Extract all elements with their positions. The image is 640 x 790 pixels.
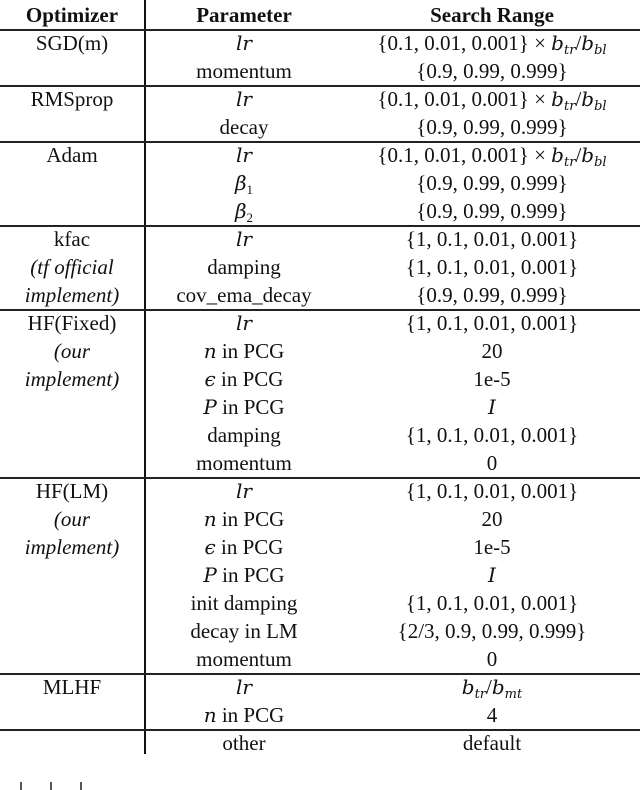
param-variable: P [203, 563, 217, 587]
param-text: in PCG [215, 367, 284, 391]
param-variable: n [203, 507, 217, 531]
numerator-subscript: tr [563, 99, 576, 114]
denominator-subscript: mt [504, 687, 523, 702]
search-range-cell: {1, 0.1, 0.01, 0.001} [405, 227, 579, 251]
fraction-slash: / [486, 675, 492, 699]
denominator-subscript: bl [594, 155, 607, 170]
param-text: in PCG [215, 535, 284, 559]
row-divider [0, 141, 640, 143]
row-divider [0, 309, 640, 311]
search-range-cell: {1, 0.1, 0.01, 0.001} [405, 479, 579, 503]
table-row [0, 169, 640, 197]
numerator-var: b [551, 143, 564, 167]
parameter-cell [144, 85, 344, 113]
param-variable: ϵ [204, 535, 216, 559]
table-row [0, 253, 640, 281]
parameter-cell: cov_ema_decay [176, 283, 312, 307]
parameter-cell [144, 29, 344, 57]
parameter-cell [144, 477, 344, 505]
table-row [0, 505, 640, 533]
caption-fragment [20, 772, 110, 783]
search-range-cell: {1, 0.1, 0.01, 0.001} [405, 423, 579, 447]
row-divider [0, 729, 640, 731]
search-range-cell [344, 29, 640, 57]
optimizer-group [0, 85, 640, 141]
numerator-subscript: tr [563, 155, 576, 170]
optimizer-cell: MLHF [42, 675, 102, 699]
param-symbol: lr [236, 311, 252, 335]
search-range-cell: {2/3, 0.9, 0.99, 0.999} [397, 619, 587, 643]
numerator-subscript: tr [563, 43, 576, 58]
param-text: in PCG [216, 507, 285, 531]
table-row [0, 533, 640, 561]
parameter-cell [144, 309, 344, 337]
param-symbol: lr [236, 87, 252, 111]
optimizer-group [0, 225, 640, 309]
search-range-cell: 1e-5 [473, 367, 511, 391]
table-row [0, 225, 640, 253]
parameter-cell [144, 673, 344, 701]
param-variable: P [203, 395, 217, 419]
param-symbol: lr [236, 143, 252, 167]
optimizer-group [0, 141, 640, 225]
range-set: {0.1, 0.01, 0.001} × [377, 143, 552, 167]
parameter-cell: momentum [196, 451, 292, 475]
search-range-cell [344, 561, 640, 589]
param-symbol: β [234, 199, 247, 223]
search-range-cell: 20 [481, 339, 503, 363]
parameter-cell [144, 505, 344, 533]
parameter-cell [144, 337, 344, 365]
denominator-var: b [581, 87, 595, 111]
optimizer-group [0, 309, 640, 477]
parameter-cell: init damping [190, 591, 298, 615]
table-header [0, 0, 640, 29]
header-parameter: Parameter [196, 2, 292, 27]
optimizer-cell: SGD(m) [35, 31, 109, 55]
table-row [0, 477, 640, 505]
search-range-cell: {0.9, 0.99, 0.999} [416, 283, 568, 307]
table-row [0, 337, 640, 365]
search-range-cell: {0.9, 0.99, 0.999} [416, 199, 568, 223]
parameter-cell: other [222, 731, 266, 755]
param-symbol: lr [236, 31, 252, 55]
range-symbol: I [488, 563, 496, 587]
search-range-cell: {0.9, 0.99, 0.999} [416, 59, 568, 83]
table-row [0, 617, 640, 645]
search-range-cell [344, 673, 640, 701]
search-range-cell: {1, 0.1, 0.01, 0.001} [405, 591, 579, 615]
param-variable: n [203, 703, 217, 727]
row-divider [0, 477, 640, 479]
parameter-cell [144, 197, 344, 225]
search-range-cell: 20 [481, 507, 503, 531]
table-row [0, 393, 640, 421]
row-divider [0, 85, 640, 87]
search-range-cell: {0.9, 0.99, 0.999} [416, 171, 568, 195]
search-range-cell: {0.9, 0.99, 0.999} [416, 115, 568, 139]
search-range-cell: 0 [486, 451, 498, 475]
denominator-subscript: bl [594, 99, 607, 114]
table-row [0, 729, 640, 757]
optimizer-group [0, 477, 640, 673]
parameter-cell [144, 701, 344, 729]
table-row [0, 113, 640, 141]
range-set: {0.1, 0.01, 0.001} × [377, 31, 552, 55]
optimizer-cell: RMSprop [30, 87, 114, 111]
optimizer-cell: HF(LM) [35, 479, 109, 503]
param-subscript: 1 [246, 182, 254, 197]
search-range-cell: default [462, 731, 522, 755]
range-symbol: I [488, 395, 496, 419]
parameter-cell: momentum [196, 59, 292, 83]
table-row [0, 673, 640, 701]
parameter-cell [144, 393, 344, 421]
table-row [0, 701, 640, 729]
column-divider [144, 0, 146, 754]
row-divider [0, 673, 640, 675]
parameter-cell: momentum [196, 647, 292, 671]
param-variable: n [203, 339, 217, 363]
optimizer-cell: (our [53, 339, 91, 363]
param-text: in PCG [216, 703, 285, 727]
parameter-cell [144, 225, 344, 253]
fraction-slash: / [575, 31, 582, 55]
table-row [0, 449, 640, 477]
table-row [0, 29, 640, 57]
param-symbol: lr [236, 227, 252, 251]
parameter-cell: damping [207, 255, 281, 279]
param-text: in PCG [216, 339, 285, 363]
param-text: in PCG [216, 395, 285, 419]
table-row [0, 85, 640, 113]
header-search-range: Search Range [430, 2, 554, 27]
parameter-cell: decay [219, 115, 269, 139]
search-range-cell: 0 [486, 647, 498, 671]
optimizer-cell: kfac [53, 227, 91, 251]
table-row [0, 281, 640, 309]
param-symbol: lr [236, 675, 252, 699]
parameter-cell [144, 141, 344, 169]
table-row [0, 561, 640, 589]
param-symbol: β [234, 171, 247, 195]
search-range-cell: 1e-5 [473, 535, 511, 559]
optimizer-cell: implement) [24, 283, 120, 307]
table-row [0, 309, 640, 337]
optimizer-cell: (tf official [30, 255, 114, 279]
denominator-subscript: bl [594, 43, 607, 58]
range-set: {0.1, 0.01, 0.001} × [377, 87, 552, 111]
table-row [0, 365, 640, 393]
optimizer-group [0, 673, 640, 729]
parameter-cell [144, 533, 344, 561]
optimizer-cell: implement) [24, 535, 120, 559]
parameter-cell [144, 561, 344, 589]
search-range-cell [344, 85, 640, 113]
parameter-cell: decay in LM [190, 619, 298, 643]
table-row [0, 57, 640, 85]
row-divider [0, 225, 640, 227]
param-variable: ϵ [204, 367, 216, 391]
row-divider [0, 29, 640, 31]
table-row [0, 645, 640, 673]
numerator-var: b [551, 31, 564, 55]
table-row [0, 589, 640, 617]
search-range-cell: {1, 0.1, 0.01, 0.001} [405, 311, 579, 335]
parameter-cell: damping [207, 423, 281, 447]
table-body [0, 29, 640, 757]
optimizer-cell: implement) [24, 367, 120, 391]
header-optimizer: Optimizer [25, 2, 119, 27]
fraction-slash: / [575, 87, 582, 111]
search-range-cell: 4 [486, 703, 498, 727]
param-text: in PCG [216, 563, 285, 587]
table-row [0, 421, 640, 449]
table-row [0, 197, 640, 225]
optimizer-cell: (our [53, 507, 91, 531]
optimizer-cell: Adam [46, 143, 98, 167]
search-range-cell: {1, 0.1, 0.01, 0.001} [405, 255, 579, 279]
denominator-var: b [581, 31, 595, 55]
param-symbol: lr [236, 479, 252, 503]
search-range-cell [344, 141, 640, 169]
optimizer-cell: HF(Fixed) [27, 311, 117, 335]
param-subscript: 2 [246, 210, 254, 225]
numerator-subscript: tr [474, 687, 487, 702]
optimizer-group [0, 729, 640, 757]
search-range-cell [344, 393, 640, 421]
parameter-cell [144, 365, 344, 393]
denominator-var: b [581, 143, 595, 167]
parameter-cell [144, 169, 344, 197]
numerator-var: b [461, 675, 475, 699]
numerator-var: b [551, 87, 564, 111]
fraction-slash: / [575, 143, 582, 167]
table-row [0, 141, 640, 169]
denominator-var: b [491, 675, 505, 699]
optimizer-group [0, 29, 640, 85]
